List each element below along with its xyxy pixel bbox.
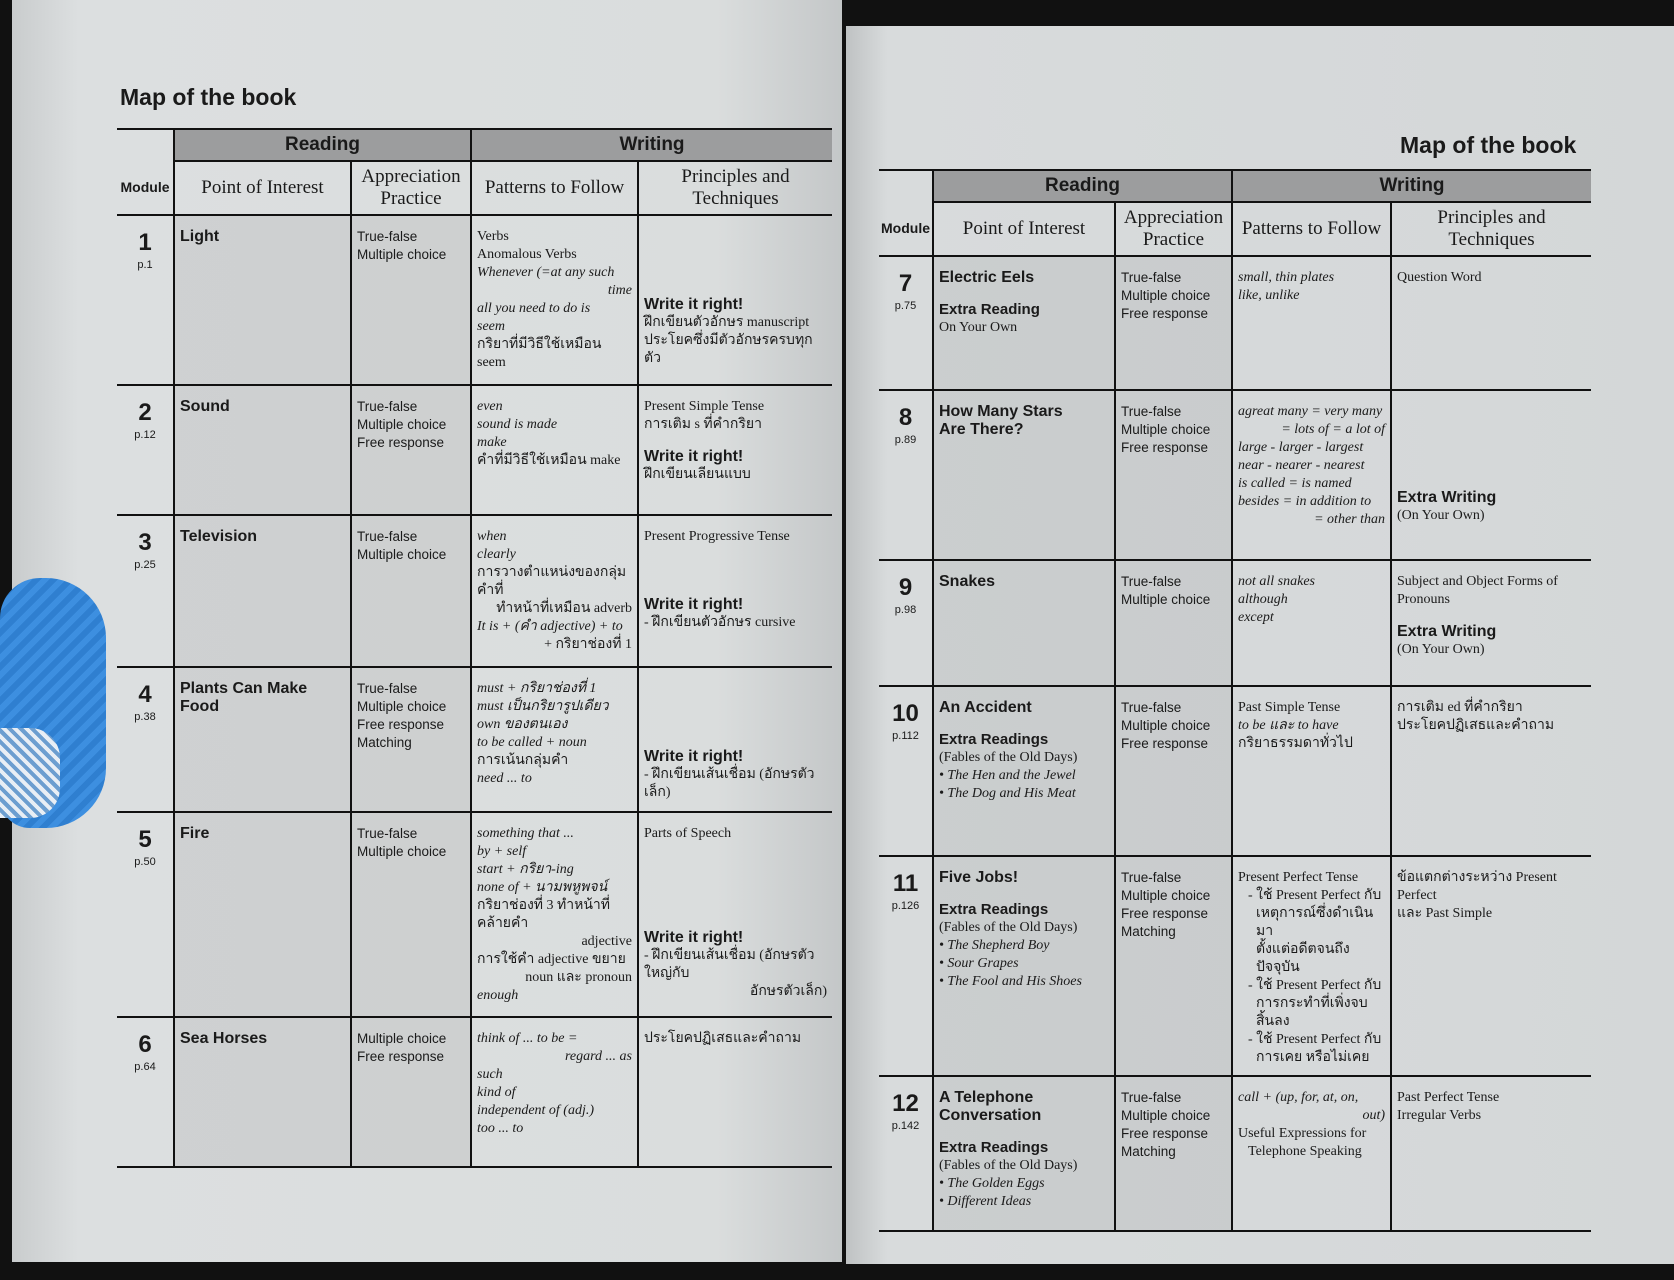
reading-title: Fire <box>180 825 210 842</box>
module-number: 6 <box>138 1031 152 1058</box>
module-number: 10 <box>892 700 919 727</box>
left-page-title: Map of the book <box>120 84 297 110</box>
patterns-item: out) <box>1362 1108 1385 1123</box>
principles-item: Present Progressive Tense <box>644 529 790 544</box>
reading-title: Are There? <box>939 421 1024 438</box>
appreciation-item: Free response <box>357 717 445 732</box>
module-cell <box>879 1075 932 1230</box>
patterns-item: ทำหน้าที่เหมือน adverb <box>496 601 632 616</box>
reading-cell <box>932 855 1114 1075</box>
module-cell <box>117 666 173 811</box>
patterns-item: to be และ to have <box>1238 718 1339 733</box>
reading-cell <box>932 389 1114 559</box>
extra-reading-item: • Sour Grapes <box>939 956 1019 971</box>
reading-title: Television <box>180 528 258 545</box>
spacer <box>644 698 827 716</box>
blue-glove-thumb <box>0 578 106 828</box>
patterns-item: besides = in addition to <box>1238 494 1372 509</box>
patterns-item: by + self <box>477 844 527 859</box>
patterns-item: enough <box>477 988 519 1003</box>
module-page: p.64 <box>134 1061 156 1073</box>
patterns-cell <box>470 384 637 514</box>
reading-title: Sea Horses <box>180 1030 268 1047</box>
principles-item: ข้อแตกต่างระหว่าง Present Perfect <box>1397 870 1557 903</box>
appreciation-cell <box>350 1016 470 1166</box>
section-heading: Write it right! <box>644 596 744 613</box>
module-cell <box>117 811 173 1016</box>
spacer <box>644 897 827 915</box>
patterns-item: เหตุการณ์ซึ่งดำเนินมา <box>1256 906 1374 939</box>
module-page: p.89 <box>894 434 917 446</box>
reading-cell <box>932 685 1114 855</box>
patterns-item: except <box>1238 610 1274 625</box>
principles-item: Past Perfect Tense <box>1397 1090 1500 1105</box>
section-heading: Write it right! <box>644 296 744 313</box>
appreciation-item: True-false <box>357 399 418 414</box>
spacer <box>644 716 827 734</box>
appreciation-item: Multiple choice <box>357 699 447 714</box>
principles-cell <box>1390 389 1591 559</box>
reading-title: How Many Stars <box>939 403 1063 420</box>
patterns-item: independent of (adj.) <box>477 1103 595 1118</box>
principles-header: Principles and Techniques <box>1390 201 1591 255</box>
principles-header: Principles and Techniques <box>637 160 832 214</box>
appreciation-item: True-false <box>357 826 418 841</box>
patterns-item: large - larger - largest <box>1238 440 1364 455</box>
principles-item: - ฝึกเขียนตัวอักษร cursive <box>644 615 796 630</box>
patterns-item: make <box>477 435 507 450</box>
appreciation-item: Multiple choice <box>1121 1108 1211 1123</box>
module-cell <box>879 389 932 559</box>
extra-reading-item: • The Hen and the Jewel <box>939 768 1076 783</box>
right-page-title: Map of the book <box>1400 132 1577 158</box>
appreciation-item: Multiple choice <box>357 547 447 562</box>
writing-header: Writing <box>1231 171 1591 201</box>
section-heading: Extra Writing <box>1397 489 1497 506</box>
module-number: 7 <box>898 270 913 297</box>
appreciation-header: Appreciation Practice <box>350 160 470 214</box>
appreciation-item: Free response <box>1121 906 1209 921</box>
appreciation-item: Matching <box>1121 1144 1176 1159</box>
appreciation-item: Matching <box>357 735 412 750</box>
principles-cell <box>1390 1075 1591 1230</box>
patterns-item: noun และ pronoun <box>525 970 632 985</box>
module-page: p.126 <box>891 900 920 912</box>
principles-item: Irregular Verbs <box>1397 1108 1482 1123</box>
appreciation-cell <box>1114 685 1231 855</box>
reading-title: Light <box>180 228 220 245</box>
patterns-cell <box>470 1016 637 1166</box>
patterns-item: like, unlike <box>1238 288 1300 303</box>
patterns-item: - ใช้ Present Perfect กับ <box>1248 1032 1382 1047</box>
appreciation-item: Multiple choice <box>357 417 447 432</box>
spacer <box>1397 403 1586 421</box>
module-page: p.98 <box>894 604 917 616</box>
module-number: 2 <box>138 399 152 426</box>
extra-readings-heading: Extra Readings <box>939 1139 1049 1156</box>
point-header: Point of Interest <box>932 201 1114 255</box>
appreciation-item: Free response <box>357 435 445 450</box>
patterns-item: seem <box>477 319 505 334</box>
module-number: 5 <box>138 826 152 853</box>
reading-cell <box>173 514 350 666</box>
spacer <box>644 843 827 861</box>
spacer <box>644 264 827 282</box>
appreciation-item: Free response <box>357 1049 445 1064</box>
appreciation-cell <box>1114 855 1231 1075</box>
reading-title: Snakes <box>939 573 996 590</box>
appreciation-item: True-false <box>1121 404 1182 419</box>
appreciation-item: Free response <box>1121 736 1209 751</box>
reading-cell <box>932 559 1114 685</box>
spacer <box>1397 439 1586 457</box>
patterns-cell <box>1231 855 1390 1075</box>
principles-item: - ฝึกเขียนเส้นเชื่อม (อักษรตัวเล็ก) <box>644 767 815 800</box>
patterns-item: clearly <box>477 547 516 562</box>
module-header: Module <box>120 179 170 195</box>
spacer <box>644 228 827 246</box>
patterns-item: Past Simple Tense <box>1238 700 1341 715</box>
extra-readings-heading: Extra Reading <box>939 301 1040 318</box>
patterns-item: must เป็นกริยารูปเดียว <box>477 699 609 714</box>
principles-item: ประโยคซึ่งมีตัวอักษรครบทุกตัว <box>644 333 813 366</box>
appreciation-item: True-false <box>357 681 418 696</box>
section-heading: Write it right! <box>644 748 744 765</box>
spacer <box>644 680 827 698</box>
patterns-item: การเคย หรือไม่เคย <box>1256 1050 1370 1065</box>
reading-title: Food <box>180 698 220 715</box>
module-cell <box>879 559 932 685</box>
patterns-item: Telephone Speaking <box>1248 1144 1362 1159</box>
patterns-header: Patterns to Follow <box>470 160 637 214</box>
patterns-item: too ... to <box>477 1121 524 1136</box>
appreciation-item: Multiple choice <box>357 247 447 262</box>
appreciation-cell <box>350 384 470 514</box>
appreciation-item: Matching <box>1121 924 1176 939</box>
patterns-header: Patterns to Follow <box>1231 201 1390 255</box>
patterns-item: sound is made <box>477 417 558 432</box>
module-cell <box>117 384 173 514</box>
patterns-item: time <box>607 283 632 298</box>
patterns-item: call + (up, for, at, on, <box>1238 1090 1359 1105</box>
principles-cell <box>1390 255 1591 389</box>
extra-readings-heading: Extra Readings <box>939 901 1049 918</box>
patterns-item: ตั้งแต่อดีตจนถึงปัจจุบัน <box>1256 942 1350 975</box>
patterns-item: Anomalous Verbs <box>477 247 577 262</box>
patterns-item: all you need to do is <box>477 301 591 316</box>
patterns-cell <box>1231 559 1390 685</box>
module-page: p.1 <box>137 259 153 271</box>
principles-item: (On Your Own) <box>1397 508 1485 523</box>
module-page: p.38 <box>134 711 156 723</box>
reading-header: Reading <box>173 130 470 160</box>
patterns-item: คำที่มีวิธีใช้เหมือน make <box>477 453 621 468</box>
patterns-item: Verbs <box>477 229 509 244</box>
writing-header: Writing <box>470 130 832 160</box>
appreciation-item: Multiple choice <box>1121 592 1211 607</box>
patterns-item: = other than <box>1314 512 1385 527</box>
principles-item: Question Word <box>1397 270 1482 285</box>
patterns-cell <box>470 666 637 811</box>
appreciation-item: True-false <box>1121 1090 1182 1105</box>
patterns-cell <box>1231 389 1390 559</box>
patterns-item: Whenever (=at any such <box>477 265 615 280</box>
reading-cell <box>173 666 350 811</box>
reading-title: Five Jobs! <box>939 869 1019 886</box>
module-number: 8 <box>898 404 913 431</box>
principles-item: ฝึกเขียนเลียนแบบ <box>644 467 751 482</box>
extra-reading-item: • The Fool and His Shoes <box>939 974 1082 989</box>
patterns-cell <box>1231 1075 1390 1230</box>
principles-item: ประโยคปฏิเสธและคำถาม <box>644 1031 802 1046</box>
reading-title: Sound <box>180 398 230 415</box>
module-cell <box>879 685 932 855</box>
principles-item: ประโยคปฏิเสธและคำถาม <box>1397 718 1555 733</box>
module-number: 11 <box>892 870 919 897</box>
principles-cell <box>637 1016 832 1166</box>
patterns-item: กริยาช่องที่ 3 ทำหน้าที่คล้ายคำ <box>477 898 611 931</box>
principles-item: อักษรตัวเล็ก) <box>749 984 827 999</box>
appreciation-cell <box>1114 255 1231 389</box>
appreciation-item: Multiple choice <box>1121 422 1211 437</box>
patterns-item: small, thin plates <box>1238 270 1335 285</box>
reading-title: A Telephone <box>939 1089 1034 1106</box>
patterns-item: start + กริยา-ing <box>477 862 574 877</box>
patterns-item: own ของตนเอง <box>477 717 568 732</box>
patterns-item: near - nearer - nearest <box>1238 458 1365 473</box>
principles-item: การเติม s ที่คำกริยา <box>644 417 762 432</box>
module-page: p.142 <box>891 1120 920 1132</box>
principles-item: - ฝึกเขียนเส้นเชื่อม (อักษรตัวใหญ่กับ <box>644 948 815 981</box>
extra-reading-item: • The Shepherd Boy <box>939 938 1050 953</box>
appreciation-cell <box>1114 1075 1231 1230</box>
principles-item: และ Past Simple <box>1397 906 1493 921</box>
appreciation-cell <box>350 214 470 384</box>
patterns-item: การวางตำแหน่งของกลุ่มคำที่ <box>477 565 627 598</box>
patterns-item: not all snakes <box>1238 574 1315 589</box>
appreciation-item: Free response <box>1121 1126 1209 1141</box>
patterns-item: = lots of = a lot of <box>1281 422 1385 437</box>
principles-cell <box>1390 559 1591 685</box>
appreciation-item: True-false <box>1121 270 1182 285</box>
reading-cell <box>932 255 1114 389</box>
patterns-cell <box>470 514 637 666</box>
patterns-item: such <box>477 1067 503 1082</box>
point-header: Point of Interest <box>173 160 350 214</box>
appreciation-item: True-false <box>357 229 418 244</box>
appreciation-item: True-false <box>357 529 418 544</box>
patterns-item: something that ... <box>477 826 574 841</box>
patterns-item: need ... to <box>477 771 532 786</box>
patterns-item: kind of <box>477 1085 516 1100</box>
section-heading: Extra Writing <box>1397 623 1497 640</box>
extra-reading-item: On Your Own <box>939 320 1018 335</box>
patterns-item: when <box>477 529 507 544</box>
module-cell <box>117 1016 173 1166</box>
patterns-item: - ใช้ Present Perfect กับ <box>1248 888 1382 903</box>
spacer <box>644 564 827 582</box>
appreciation-item: Free response <box>1121 440 1209 455</box>
appreciation-header: Appreciation Practice <box>1114 201 1231 255</box>
appreciation-item: Multiple choice <box>357 844 447 859</box>
principles-item: การเติม ed ที่คำกริยา <box>1397 700 1523 715</box>
reading-title: An Accident <box>939 699 1032 716</box>
section-heading: Write it right! <box>644 448 744 465</box>
spacer <box>1397 457 1586 475</box>
patterns-item: adjective <box>581 934 632 949</box>
appreciation-cell <box>1114 389 1231 559</box>
extra-reading-item: • The Golden Eggs <box>939 1176 1045 1191</box>
patterns-item: กริยาธรรมดาทั่วไป <box>1238 736 1353 751</box>
module-number: 4 <box>138 681 152 708</box>
module-cell <box>879 855 932 1075</box>
patterns-item: Present Perfect Tense <box>1238 870 1359 885</box>
module-number: 12 <box>892 1090 919 1117</box>
module-cell <box>879 255 932 389</box>
reading-cell <box>173 811 350 1016</box>
extra-reading-item: (Fables of the Old Days) <box>939 920 1078 935</box>
appreciation-item: True-false <box>1121 870 1182 885</box>
reading-header: Reading <box>932 171 1231 201</box>
principles-cell <box>1390 685 1591 855</box>
spacer <box>644 246 827 264</box>
reading-cell <box>173 214 350 384</box>
extra-reading-item: (Fables of the Old Days) <box>939 1158 1078 1173</box>
patterns-cell <box>470 214 637 384</box>
patterns-item: although <box>1238 592 1288 607</box>
principles-item: ฝึกเขียนตัวอักษร manuscript <box>644 315 810 330</box>
module-number: 3 <box>138 529 152 556</box>
patterns-item: การกระทำที่เพิ่งจบสิ้นลง <box>1256 996 1368 1029</box>
patterns-item: กริยาที่มีวิธีใช้เหมือน seem <box>477 337 602 370</box>
principles-item: Subject and Object Forms of <box>1397 574 1558 589</box>
patterns-item: การเน้นกลุ่มคำ <box>477 753 569 768</box>
reading-title: Plants Can Make <box>180 680 308 697</box>
spacer <box>644 879 827 897</box>
patterns-item: Useful Expressions for <box>1238 1126 1367 1141</box>
patterns-item: even <box>477 399 503 414</box>
appreciation-item: True-false <box>1121 700 1182 715</box>
module-cell <box>117 214 173 384</box>
module-page: p.25 <box>134 559 156 571</box>
patterns-item: to be called + noun <box>477 735 587 750</box>
principles-cell <box>637 811 832 1016</box>
patterns-item: - ใช้ Present Perfect กับ <box>1248 978 1382 993</box>
reading-title: Conversation <box>939 1107 1042 1124</box>
right-map-table <box>879 169 1591 1232</box>
spacer <box>644 861 827 879</box>
principles-cell <box>637 514 832 666</box>
patterns-item: must + กริยาช่องที่ 1 <box>477 681 597 696</box>
principles-cell <box>637 666 832 811</box>
patterns-item: regard ... as <box>564 1049 632 1064</box>
spacer <box>1397 421 1586 439</box>
principles-item: (On Your Own) <box>1397 642 1485 657</box>
patterns-cell <box>1231 255 1390 389</box>
patterns-item: การใช้คำ adjective ขยาย <box>477 952 626 967</box>
module-page: p.50 <box>134 856 156 868</box>
left-map-table <box>117 128 832 1168</box>
principles-item: Pronouns <box>1397 592 1450 607</box>
appreciation-cell <box>350 811 470 1016</box>
principles-cell <box>637 384 832 514</box>
extra-readings-heading: Extra Readings <box>939 731 1049 748</box>
module-number: 1 <box>138 229 152 256</box>
patterns-item: agreat many = very many <box>1238 404 1383 419</box>
appreciation-cell <box>350 666 470 811</box>
appreciation-item: True-false <box>1121 574 1182 589</box>
patterns-cell <box>470 811 637 1016</box>
appreciation-item: Multiple choice <box>357 1031 447 1046</box>
module-cell <box>117 514 173 666</box>
patterns-item: It is + (คำ adjective) + to <box>477 619 623 634</box>
module-header: Module <box>881 220 930 236</box>
module-page: p.75 <box>894 300 917 312</box>
appreciation-item: Multiple choice <box>1121 888 1211 903</box>
reading-cell <box>932 1075 1114 1230</box>
appreciation-item: Multiple choice <box>1121 718 1211 733</box>
reading-title: Electric Eels <box>939 269 1035 286</box>
patterns-item: none of + นามพหูพจน์ <box>477 880 608 895</box>
reading-cell <box>173 384 350 514</box>
principles-cell <box>637 214 832 384</box>
extra-reading-item: • Different Ideas <box>939 1194 1032 1209</box>
patterns-item: + กริยาช่องที่ 1 <box>544 637 632 652</box>
appreciation-cell <box>1114 559 1231 685</box>
appreciation-item: Multiple choice <box>1121 288 1211 303</box>
principles-item: Parts of Speech <box>644 826 732 841</box>
appreciation-cell <box>350 514 470 666</box>
spacer <box>644 546 827 564</box>
appreciation-item: Free response <box>1121 306 1209 321</box>
extra-reading-item: • The Dog and His Meat <box>939 786 1076 801</box>
reading-cell <box>173 1016 350 1166</box>
section-heading: Write it right! <box>644 929 744 946</box>
module-number: 9 <box>898 574 913 601</box>
patterns-cell <box>1231 685 1390 855</box>
principles-item: Present Simple Tense <box>644 399 765 414</box>
principles-cell <box>1390 855 1591 1075</box>
patterns-item: think of ... to be = <box>477 1031 578 1046</box>
module-page: p.12 <box>134 429 156 441</box>
patterns-item: is called = is named <box>1238 476 1352 491</box>
module-page: p.112 <box>892 730 919 742</box>
extra-reading-item: (Fables of the Old Days) <box>939 750 1078 765</box>
